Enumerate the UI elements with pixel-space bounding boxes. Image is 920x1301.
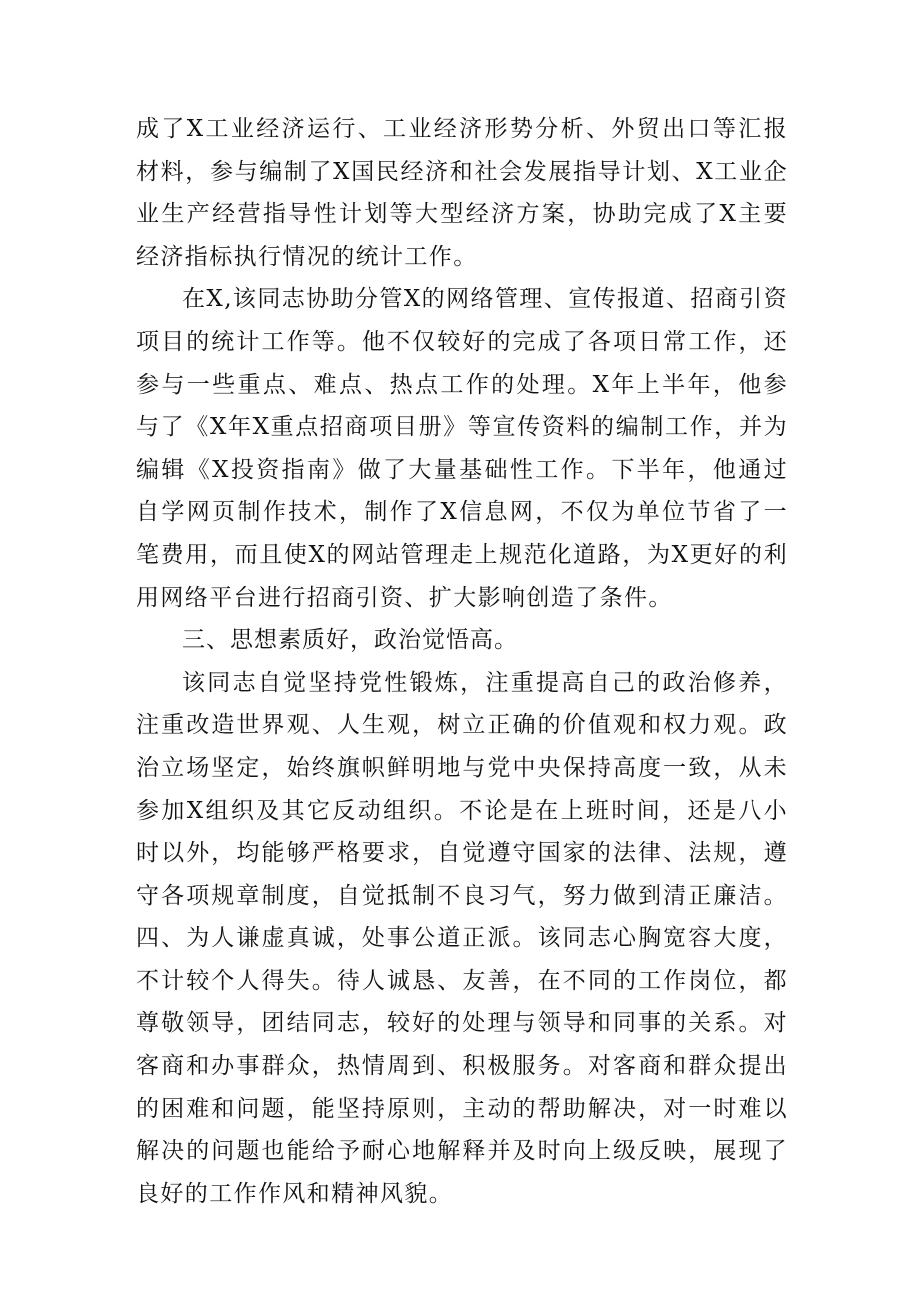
paragraph-network-work: 在X,该同志协助分管X的网络管理、宣传报道、招商引资项目的统计工作等。他不仅较好的完成了各项日常工作，还参与一些重点、难点、热点工作的处理。X年上半年，他参与了《X年X重点招商项目册》等宣传资料的编制工作，并为编辑《X投资指南》做了大量基础性工作。下半年，他通过自学网页制作技术，制作了X信息网，不仅为单位节省了一笔费用，而且使X的网站管理走上规范化道路，为X更好的利用网络平台进行招商引资、扩大影响创造了条件。 [136,286,788,611]
document-body [136,108,788,1215]
paragraph-political-quality: 该同志自觉坚持党性锻炼，注重提高自己的政治修养，注重改造世界观、人生观，树立正确的价值观和权力观。政治立场坚定，始终旗帜鲜明地与党中央保持高度一致，从未参加X组织及其它反动组织。不论是在上班时间，还是八小时以外，均能够严格要求，自觉遵守国家的法律、法规，遵守各项规章制度，自觉抵制不良习气，努力做到清正廉洁。四、为人谦虚真诚，处事公道正派。该同志心胸宽容大度，不计较个人得失。待人诚恳、友善，在不同的工作岗位，都尊敬领导，团结同志，较好的处理与领导和同事的关系。对客商和办事群众，热情周到、积极服务。对客商和群众提出的困难和问题，能坚持原则，主动的帮助解决，对一时难以解决的问题也能给予耐心地解释并及时向上级反映，展现了良好的工作作风和精神风貌。 [136,669,788,1207]
paragraph-continuation: 成了X工业经济运行、工业经济形势分析、外贸出口等汇报材料，参与编制了X国民经济和社会发展指导计划、X工业企业生产经营指导性计划等大型经济方案，协助完成了X主要经济指标执行情况的统计工作。 [136,116,788,270]
section-heading-three: 三、思想素质好，政治觉悟高。 [182,627,518,654]
